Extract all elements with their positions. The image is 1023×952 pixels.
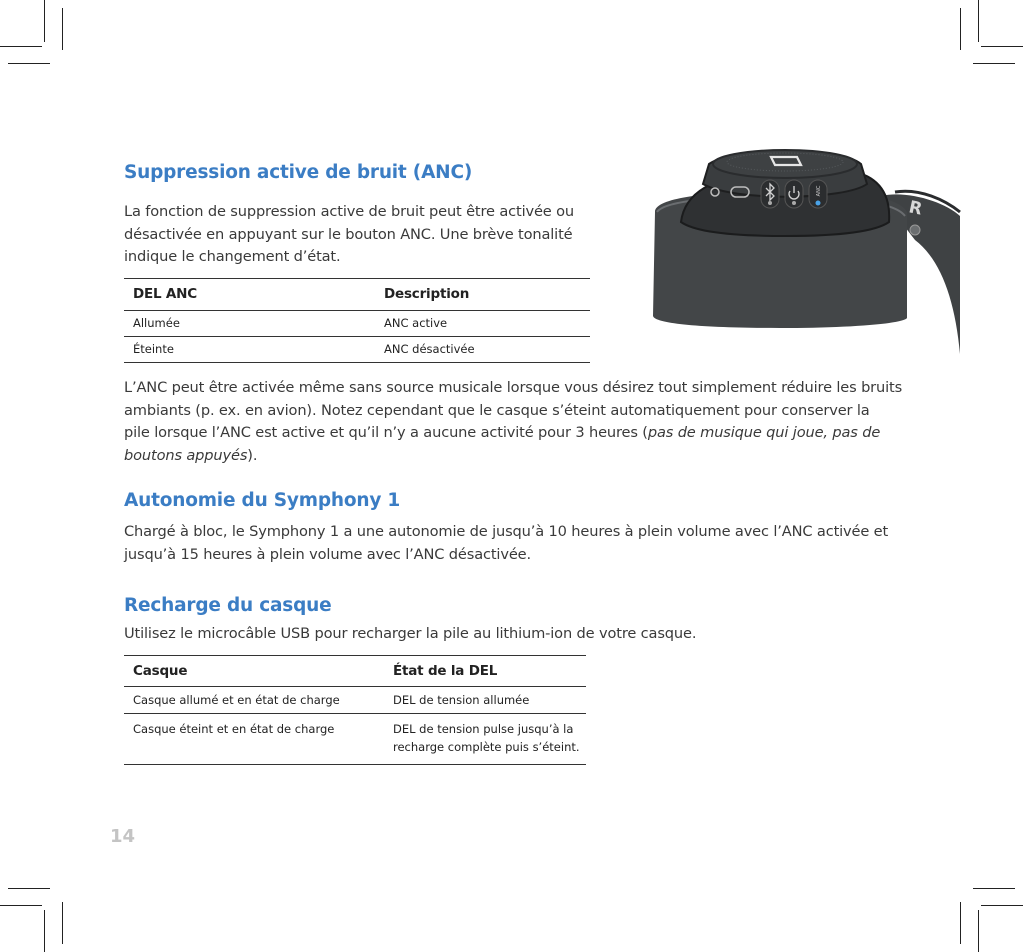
autonomy-heading: Autonomie du Symphony 1: [124, 490, 401, 511]
anc-intro-line: La fonction de suppression active de bruit peut être activée ou: [124, 203, 575, 220]
table-header-headset: Casque: [133, 663, 188, 679]
table-cell: DEL de tension allumée: [393, 693, 530, 707]
crop-mark: [44, 0, 45, 42]
crop-mark: [8, 63, 50, 64]
crop-mark: [0, 905, 42, 906]
crop-mark: [973, 63, 1015, 64]
crop-mark: [960, 902, 961, 944]
table-cell: [384, 714, 586, 765]
anc-intro: [124, 201, 574, 269]
crop-mark: [978, 0, 979, 42]
crop-mark: [8, 888, 50, 889]
crop-mark: [973, 888, 1015, 889]
table-cell: ANC active: [384, 316, 448, 330]
anc-button-label: ANC: [816, 185, 822, 197]
anc-led-icon: [816, 201, 821, 206]
autonomy-line: Chargé à bloc, le Symphony 1 a une autonomie de jusqu’à 10 heures à plein volume avec l’ANC activée et: [124, 523, 889, 540]
table-header-anc-led: DEL ANC: [133, 286, 197, 302]
table-cell: Éteinte: [133, 342, 174, 356]
crop-mark: [62, 8, 63, 50]
table-row: [124, 714, 586, 765]
crop-mark: [960, 8, 961, 50]
table-cell-line: DEL de tension pulse jusqu’à la: [393, 722, 574, 736]
anc-led-table: [124, 278, 590, 363]
table-row: [124, 337, 590, 363]
table-cell: Casque allumé et en état de charge: [133, 693, 340, 707]
crop-mark: [981, 905, 1023, 906]
crop-mark: [0, 46, 42, 47]
charging-heading: Recharge du casque: [124, 595, 332, 616]
page-number: 14: [110, 826, 136, 847]
crop-mark: [978, 910, 979, 952]
table-cell: ANC désactivée: [384, 342, 475, 356]
headphone-earcup-illustration: [645, 140, 963, 354]
crop-mark: [62, 902, 63, 944]
charging-led-table: [124, 655, 586, 765]
anc-heading: Suppression active de bruit (ANC): [124, 162, 473, 183]
table-cell-line: recharge complète puis s’éteint.: [393, 740, 580, 754]
table-cell: Allumée: [133, 316, 180, 330]
anc-intro-line: indique le changement d’état.: [124, 248, 341, 265]
table-row: [124, 311, 590, 337]
anc-intro-line: désactivée en appuyant sur le bouton ANC. Une brève tonalité: [124, 225, 573, 243]
anc-note-line: ambiants (p. ex. en avion). Notez cependant que le casque s’éteint automatiquement pour conserver la: [124, 401, 870, 419]
anc-note-italic: boutons appuyés: [124, 446, 248, 464]
table-header-led-state: État de la DEL: [393, 663, 498, 679]
crop-mark: [981, 46, 1023, 47]
charging-intro: Utilisez le microcâble USB pour recharger la pile au lithium-ion de votre casque.: [124, 625, 697, 642]
autonomy-line: jusqu’à 15 heures à plein volume avec l’ANC désactivée.: [124, 545, 531, 563]
table-row: [124, 687, 586, 714]
anc-note-line: L’ANC peut être activée même sans source musicale lorsque vous désirez tout simplement réduire les bruits: [124, 379, 903, 396]
table-cell: Casque éteint et en état de charge: [133, 722, 335, 736]
crop-mark: [44, 910, 45, 952]
anc-note-line: pile lorsque l’ANC est active et qu’il n’y a aucune activité pour 3 heures (: [124, 424, 648, 441]
autonomy-text: [124, 521, 888, 566]
table-header-description: Description: [384, 286, 470, 302]
anc-note-italic: pas de musique qui joue, pas de: [647, 424, 881, 441]
side-letter-r: R: [906, 197, 924, 220]
anc-note: [124, 377, 902, 467]
anc-note-end: ).: [247, 446, 258, 464]
